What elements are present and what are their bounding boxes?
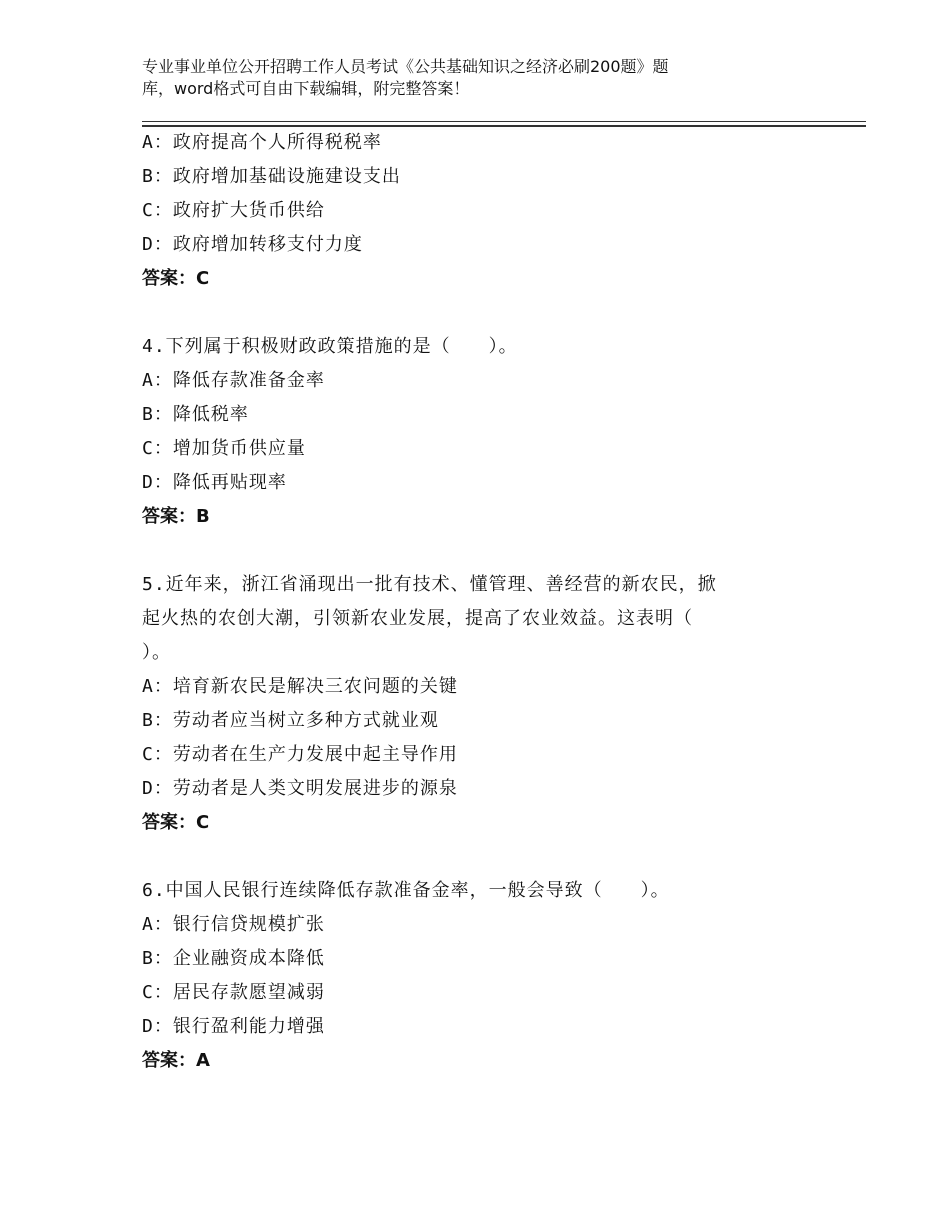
option-c: C：政府扩大货币供给 <box>142 200 325 221</box>
option-d: D：劳动者是人类文明发展进步的源泉 <box>142 778 458 799</box>
option-d: D：银行盈利能力增强 <box>142 1016 325 1037</box>
header-rule-thin <box>142 121 866 122</box>
question-stem: 4.下列属于积极财政政策措施的是（ ）。 <box>142 336 518 357</box>
question-block-6 <box>142 874 842 1078</box>
option-b: B：降低税率 <box>142 404 249 425</box>
option-a: A：培育新农民是解决三农问题的关键 <box>142 676 458 697</box>
question-stem-line-3: ）。 <box>142 642 171 663</box>
option-c: C：劳动者在生产力发展中起主导作用 <box>142 744 458 765</box>
question-block-5 <box>142 568 842 840</box>
header-line-1: 专业事业单位公开招聘工作人员考试《公共基础知识之经济必刷200题》题 <box>142 57 669 76</box>
document-header <box>142 56 782 100</box>
question-block-3 <box>142 126 842 296</box>
option-d: D：降低再贴现率 <box>142 472 287 493</box>
answer-line: 答案：C <box>142 812 210 833</box>
option-a: A：降低存款准备金率 <box>142 370 325 391</box>
header-line-2: 库，word格式可自由下载编辑，附完整答案！ <box>142 79 470 98</box>
option-d: D：政府增加转移支付力度 <box>142 234 363 255</box>
option-a: A：银行信贷规模扩张 <box>142 914 325 935</box>
option-c: C：居民存款愿望减弱 <box>142 982 325 1003</box>
option-c: C：增加货币供应量 <box>142 438 306 459</box>
option-b: B：政府增加基础设施建设支出 <box>142 166 401 187</box>
question-block-4 <box>142 330 842 534</box>
answer-line: 答案：A <box>142 1050 210 1071</box>
option-a: A：政府提高个人所得税税率 <box>142 132 382 153</box>
question-stem: 6.中国人民银行连续降低存款准备金率，一般会导致（ ）。 <box>142 880 670 901</box>
option-b: B：企业融资成本降低 <box>142 948 325 969</box>
spacer <box>142 296 842 330</box>
question-stem-line-2: 起火热的农创大潮，引领新农业发展，提高了农业效益。这表明（ <box>142 608 693 629</box>
option-b: B：劳动者应当树立多种方式就业观 <box>142 710 439 731</box>
question-list <box>142 126 842 1078</box>
spacer <box>142 840 842 874</box>
answer-line: 答案：C <box>142 268 210 289</box>
spacer <box>142 534 842 568</box>
answer-line: 答案：B <box>142 506 210 527</box>
question-stem-line-1: 5.近年来，浙江省涌现出一批有技术、懂管理、善经营的新农民，掀 <box>142 574 717 595</box>
